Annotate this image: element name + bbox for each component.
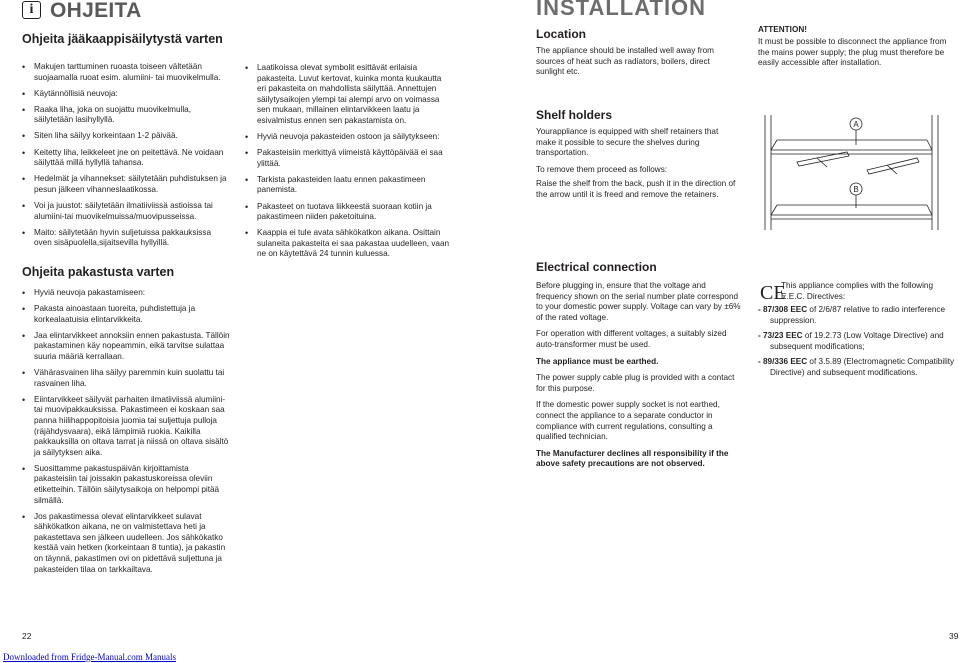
shelf-paragraph-1: Yourappliance is equipped with shelf retainers that make it possible to secure the shelves during transportation. [536,127,719,158]
attention-text-block [758,37,958,75]
elec-paragraph-5: If the domestic power supply socket is not earthed, connect the appliance to a separate conductor in compliance with current regulations, consulting a qualified technician. [536,400,720,442]
shelf-paragraph-3: Raise the shelf from the back, push it in the direction of the arrow until it is freed and remove the retainers. [536,179,736,199]
freezing-tip-item: • Jaa elintarvikkeet annoksiin ennen pakastusta. Tällöin pakastaminen käy nopeammin, eikä tarvitse sulattaa suuria määriä kerrallaan. [22,331,230,363]
shelf-text-block [536,127,738,207]
elec-paragraph-1: Before plugging in, ensure that the voltage and frequency shown on the serial number plate correspond to your domestic power supply. Voltage can vary by ±6% of the rated voltage. [536,281,741,322]
page-number-right: 39 [949,631,959,641]
fridge-tip-item: • Maito: säilytetään hyvin suljetuissa pakkauksissa oven sisäpuolella,sijaitsevilla hyllyillä. [22,228,230,249]
footer-download-link[interactable]: Downloaded from Fridge-Manual.com Manuals [3,652,176,662]
freezer-tips-list [245,63,450,260]
fridge-tip-item: • Makujen tarttuminen ruoasta toiseen vältetään suojaamalla ruoat esim. alumiini- tai muovikelmulla. [22,62,230,83]
directive-item: - 73/23 EEC of 19.2.73 (Low Voltage Directive) and subsequent modifications; [758,331,944,351]
freezer-tip-item: • Laatikoissa olevat symbolit esittävät erilaisia pakasteita. Luvut kertovat, kuinka monta kuukautta eri pakasteita on mahdollista säilyttää. Annettujen säilytysaikojen ylempi tai alempi arvo on voimassa sen mukaan, millainen elintarvikkeen laatu ja esivalmistus ennen sen pakastamista on. [245,63,450,127]
freezing-tip-item: • Eiintarvikkeet säilyvät parhaiten ilmatiiviissä alumiini-tai muovipakkauksissa. Pakastimeen ei koskaan saa panna hiilihappopitoisia juomia tai suljettuja pulloja (räjähdysvaara), eikä lämpimiä ruokia. Kaikilla pakkauksilla on oltava tarrat ja niissä on oltava sisältö ja säilytyksen aika. [22,395,230,459]
freezing-tips-list [22,288,230,575]
freezer-tips-column [245,63,450,266]
section-title-fridge: Ohjeita jääkaappisäilytystä varten [22,32,223,46]
fridge-tips-column [22,62,230,254]
fridge-tip-item: • Voi ja juustot: säilytetään ilmatiiviissä astioissa tai alumiini-tai muovikelmuissa/muovipusseissa. [22,201,230,222]
freezing-tip-item: • Vähärasvainen liha säilyy paremmin kuin suolattu tai rasvainen liha. [22,368,230,389]
electrical-text-block [536,281,741,476]
location-text: The appliance should be installed well away from sources of heat such as radiators, boilers, direct sunlight etc. [536,46,714,77]
freezing-tip-item: • Hyviä neuvoja pakastamiseen: [22,288,230,299]
figure-label-a: A [853,120,859,129]
location-title: Location [536,27,586,41]
freezer-tip-item: • Pakasteet on tuotava liikkeestä suoraan kotiin ja pakastimeen niiden paketoituina. [245,202,450,223]
freezer-tip-item: • Pakasteisiin merkittyä viimeistä käyttöpäivää ei saa ylittää. [245,148,450,169]
elec-paragraph-3: The appliance must be earthed. [536,356,659,366]
fridge-tip-item: • Keitetty liha, leikkeleet jne on peitettävä. Ne voidaan säilyttää millä hyllyllä tahansa. [22,148,230,169]
page-number-left: 22 [22,631,32,641]
location-text-block [536,46,736,84]
page-header-ohjeita: OHJEITA [50,0,142,22]
freezing-tip-item: • Pakasta ainoastaan tuoreita, puhdistettuja ja korkealaatuisia elintarvikkeita. [22,304,230,325]
elec-paragraph-6: The Manufacturer declines all responsibility if the above safety precautions are not observed. [536,448,729,469]
directive-item: - 89/336 EEC of 3.5.89 (Electromagnetic Compatibility Directive) and subsequent modifications. [758,357,955,377]
section-title-freezing: Ohjeita pakastusta varten [22,265,175,279]
ce-mark-icon: CE [760,282,786,304]
attention-text: It must be possible to disconnect the appliance from the mains power supply; the plug must therefore be easily accessible after installation. [758,37,947,68]
freezing-tips-column [22,288,230,581]
ce-text: This appliance complies with the following E.E.C. Directives: [781,281,934,301]
elec-paragraph-4: The power supply cable plug is provided with a contact for this purpose. [536,373,735,393]
attention-title: ATTENTION! [758,25,807,34]
figure-label-b: B [853,185,859,194]
fridge-tip-item: • Raaka liha, joka on suojattu muovikelmulla, säilytetään lasihyllyllä. [22,105,230,126]
directive-item: - 87/308 EEC of 2/6/87 relative to radio interference suppression. [758,305,946,325]
electrical-connection-title: Electrical connection [536,260,657,274]
fridge-tips-list [22,62,230,249]
info-icon: i [22,1,41,19]
elec-paragraph-2: For operation with different voltages, a suitably sized auto-transformer must be used. [536,329,727,349]
freezer-tip-item: • Kaappia ei tule avata sähkökatkon aikana. Osittain sulaneita pakasteita ei saa pakastaa uudelleen, vaan ne on käytettävä 24 tunnin kuluessa. [245,228,450,260]
directives-block [758,305,958,384]
directives-list [758,305,958,379]
fridge-tip-item: • Siten liha säilyy korkeintaan 1-2 päivää. [22,131,230,142]
freezer-tip-item: • Tarkista pakasteiden laatu ennen pakastimeen panemista. [245,175,450,196]
freezing-tip-item: • Jos pakastimessa olevat elintarvikkeet sulavat sähkökatkon aikana, ne on valmistettava heti ja pakastettava sen jälkeen uudelleen. Jos sähkökatko kestää vain hetken (korkeintaan 8 tuntia), ja pakastin on täynnä, pakastimen ovi on pidettävä suljettuna ja pakasteiden tilaa on tarkkailtava. [22,512,230,576]
shelf-retainer-illustration [757,110,957,235]
freezing-tip-item: • Suosittamme pakastuspäivän kirjoittamista pakasteisiin tai joissakin pakastuskoreissa oleviin etiketteihin. Tällöin säilytysaikoja on helpompi pitää silmällä. [22,464,230,506]
freezer-tip-item: • Hyviä neuvoja pakasteiden ostoon ja säilytykseen: [245,132,450,143]
shelf-holders-title: Shelf holders [536,108,613,122]
shelf-paragraph-2: To remove them proceed as follows: [536,164,668,174]
page-header-installation: INSTALLATION [536,0,707,20]
fridge-tip-item: • Käytännöllisiä neuvoja: [22,89,230,100]
fridge-tip-item: • Hedelmät ja vihannekset: säilytetään puhdistuksen ja pesun jälkeen vihanneslaatikossa. [22,174,230,195]
